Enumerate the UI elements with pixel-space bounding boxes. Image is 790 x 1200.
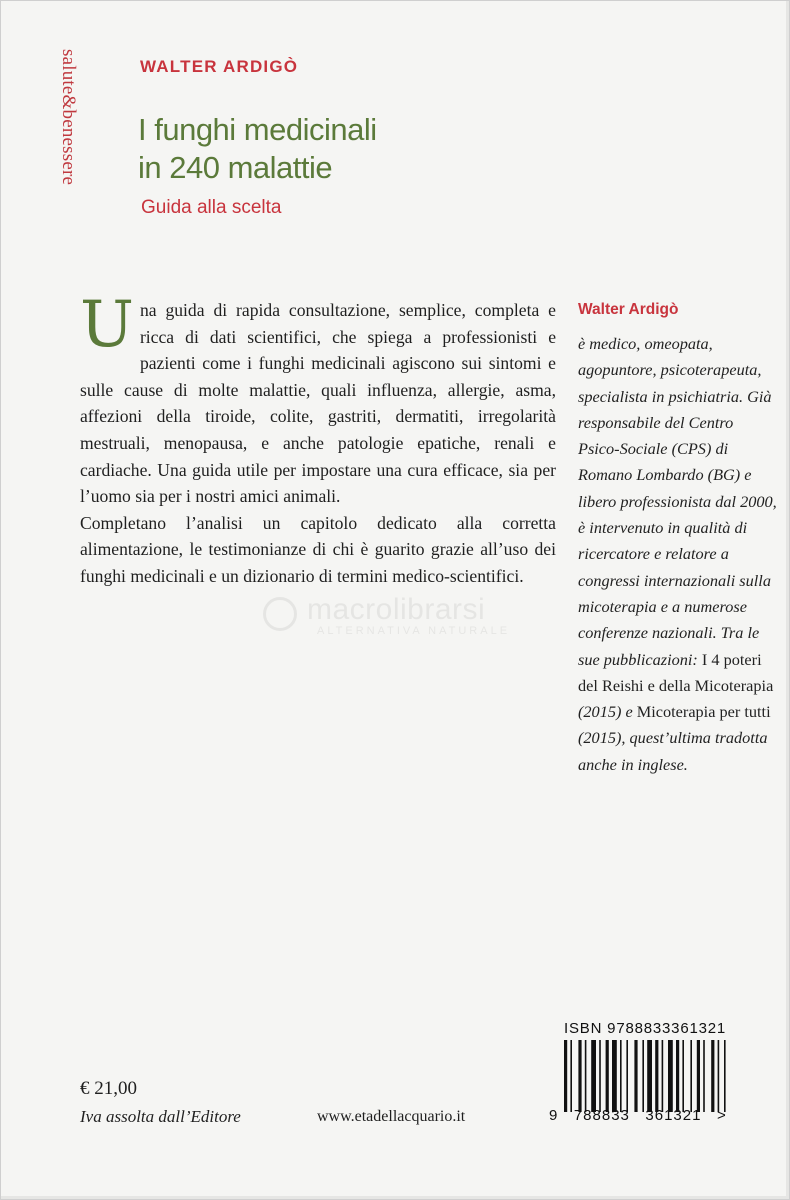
barcode-bar [578, 1040, 581, 1112]
barcode-bar [711, 1040, 714, 1112]
book-title [138, 111, 498, 187]
barcode-bar [620, 1040, 622, 1112]
author-bio [578, 331, 778, 778]
barcode-bar [642, 1040, 644, 1112]
publisher-website: www.etadellacquario.it [317, 1108, 466, 1125]
barcode-bar [612, 1040, 617, 1112]
title-line-2: in 240 malattie [138, 150, 333, 185]
price: € 21,00 [80, 1078, 137, 1099]
barcode-bar [634, 1040, 637, 1112]
bio-book-2: Micoterapia per tutti [636, 702, 771, 722]
vat-note: Iva assolta dall’Editore [80, 1107, 241, 1126]
watermark [263, 593, 563, 641]
barcode-icon [564, 1040, 752, 1112]
barcode-bar [682, 1040, 684, 1112]
isbn-label: ISBN 9788833361321 [564, 1020, 727, 1037]
barcode-bar [703, 1040, 705, 1112]
series-label: salute&benessere [58, 49, 79, 186]
watermark-name: macrolibrarsi [307, 593, 486, 626]
bio-year-1: (2015) e [578, 702, 633, 722]
blurb-paragraph-1: na guida di rapida consultazione, semplice, completa e ricca di dati scientifici, che spiega a professionisti e pazienti come i funghi medicinali agiscono sui sintomi e sulle cause di molte malattie, quali influenza, allergie, asma, affezioni della tiroide, colite, gastriti, dermatiti, irregolarità mestruali, menopausa, e anche patologie epatiche, renali e cardiache. Una guida utile per impostare una cura efficace, sia per l’uomo sia per i nostri amici animali. [80, 300, 556, 507]
drop-cap: U [80, 288, 134, 362]
barcode-bar [591, 1040, 596, 1112]
barcode-bar [724, 1040, 726, 1112]
blurb-text [80, 288, 556, 590]
watermark-logo-icon [263, 597, 297, 631]
barcode-bar [564, 1040, 567, 1112]
barcode-bar [662, 1040, 664, 1112]
bio-author-name: Walter Ardigò [578, 301, 679, 318]
bio-text-2: (2015), quest’ultima tradotta anche in inglese. [578, 728, 768, 774]
barcode-bar [690, 1040, 692, 1112]
barcode-bar [585, 1040, 587, 1112]
blurb-paragraph-2: Completano l’analisi un capitolo dedicato alla corretta alimentazione, le testimonianze di chi è guarito grazie all’uso dei funghi medicinali e un dizionario di termini medico-scientifici. [80, 512, 556, 586]
bio-book-1: I 4 poteri del Reishi e della Micoterapia [578, 649, 774, 695]
barcode-bar [599, 1040, 601, 1112]
title-line-1: I funghi medicinali [138, 112, 377, 147]
barcode-bar [647, 1040, 652, 1112]
barcode-bar [697, 1040, 700, 1112]
barcode-bar [668, 1040, 673, 1112]
author-name: WALTER ARDIGÒ [140, 57, 299, 76]
barcode-bar [626, 1040, 628, 1112]
barcode-bar [570, 1040, 572, 1112]
barcode-bar [676, 1040, 679, 1112]
barcode-bar [718, 1040, 720, 1112]
barcode-digits: 9 788833 361321 > [549, 1107, 727, 1124]
bio-text-1: è medico, omeopata, agopuntore, psicoterapeuta, specialista in psichiatria. Già responsabile del Centro Psico-Sociale (CPS) di Romano Lombardo (BG) e libero professionista dal 2000, è intervenuto in qualità di ricercatore e relatore a congressi internazionali sulla micoterapia e a numerose conferenze nazionali. Tra le sue pubblicazioni: [578, 334, 777, 669]
book-subtitle: Guida alla scelta [141, 197, 282, 218]
watermark-tagline: ALTERNATIVA NATURALE [317, 625, 511, 637]
barcode-bar [606, 1040, 609, 1112]
barcode-bar [655, 1040, 658, 1112]
